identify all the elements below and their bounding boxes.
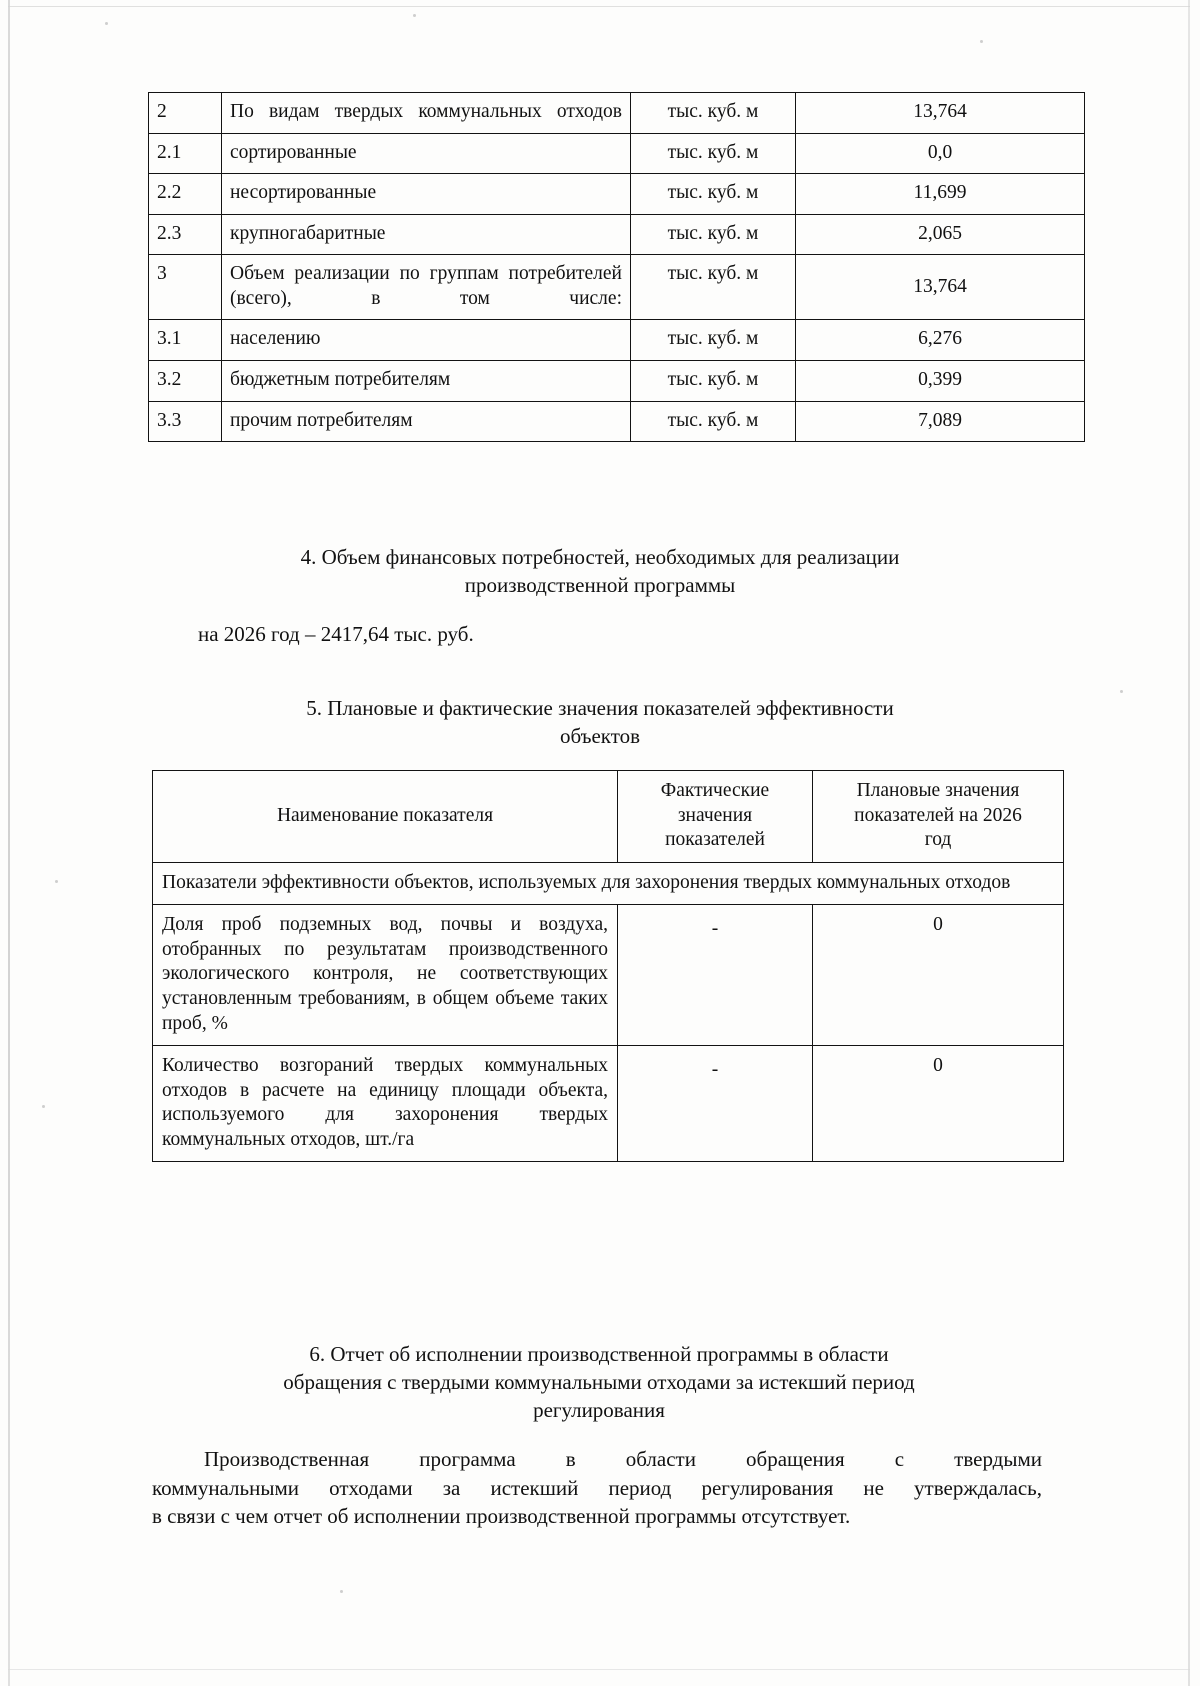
indicator-fact-value: - <box>618 905 813 1046</box>
scan-edge-right <box>1188 0 1190 1686</box>
section-6-paragraph-line-2: коммунальными отходами за истекший период регулирования не утверждалась, <box>152 1475 1042 1500</box>
section-4-heading <box>190 543 1010 599</box>
section-6-paragraph-line-3: в связи с чем отчет об исполнении производственной программы отсутствует. <box>152 1504 851 1529</box>
row-name: сортированные <box>222 133 631 174</box>
table-row <box>149 93 1085 134</box>
row-number: 3 <box>149 255 222 320</box>
table-row <box>149 133 1085 174</box>
scan-speck <box>340 1590 343 1593</box>
section-4-heading-line-1: 4. Объем финансовых потребностей, необходимых для реализации <box>300 545 900 569</box>
row-value: 0,399 <box>796 360 1085 401</box>
table-row <box>149 401 1085 442</box>
row-number: 2 <box>149 93 222 134</box>
scan-speck <box>55 880 58 883</box>
table-row <box>149 255 1085 320</box>
table-row <box>149 174 1085 215</box>
row-number: 2.1 <box>149 133 222 174</box>
section-6-paragraph <box>152 1445 1042 1531</box>
table-row <box>149 320 1085 361</box>
column-header-indicator-name: Наименование показателя <box>153 771 618 863</box>
row-number: 2.2 <box>149 174 222 215</box>
row-unit: тыс. куб. м <box>631 320 796 361</box>
section-5-heading-line-1: 5. Плановые и фактические значения показателей эффективности <box>306 696 894 720</box>
financial-need-amount: на 2026 год – 2417,64 тыс. руб. <box>198 622 474 646</box>
section-5-heading-line-2: объектов <box>559 724 641 749</box>
scan-edge-bottom <box>8 1669 1190 1670</box>
table-row <box>149 360 1085 401</box>
section-5-heading <box>190 694 1010 750</box>
row-value: 13,764 <box>796 255 1085 320</box>
row-number: 3.3 <box>149 401 222 442</box>
table-row <box>153 1046 1064 1162</box>
section-4-heading-line-2: производственной программы <box>464 573 736 598</box>
row-unit: тыс. куб. м <box>631 174 796 215</box>
section-6-heading-line-1: 6. Отчет об исполнении производственной программы в области <box>309 1342 889 1366</box>
column-header-plan-line-2: показателей на 2026 <box>854 804 1022 826</box>
column-header-fact-line-3: показателей <box>665 829 765 851</box>
row-name: крупногабаритные <box>222 214 631 255</box>
volumes-table <box>148 92 1085 442</box>
table-row <box>149 214 1085 255</box>
section-6-paragraph-line-1: Производственная программа в области обращения с твердыми <box>204 1447 1042 1471</box>
row-name: бюджетным потребителям <box>222 360 631 401</box>
row-value: 2,065 <box>796 214 1085 255</box>
scan-edge-left <box>8 0 10 1686</box>
row-name: Объем реализации по группам потребителей (всего), в том числе: <box>222 255 631 320</box>
row-value: 6,276 <box>796 320 1085 361</box>
indicator-name: Количество возгораний твердых коммунальных отходов в расчете на единицу площади объекта, используемого для захоронения твердых коммунальных отходов, шт./га <box>153 1046 618 1162</box>
column-header-plan-line-1: Плановые значения <box>856 780 1020 801</box>
row-value: 0,0 <box>796 133 1085 174</box>
row-name: несортированные <box>222 174 631 215</box>
scan-edge-top <box>8 6 1190 7</box>
table-row <box>153 905 1064 1046</box>
indicator-name: Доля проб подземных вод, почвы и воздуха, отобранных по результатам производственного экологического контроля, не соответствующих установленным требованиям, в общем объеме таких проб, % <box>153 905 618 1046</box>
column-header-plan-line-3: год <box>924 829 952 851</box>
row-number: 3.1 <box>149 320 222 361</box>
table-header-row <box>153 771 1064 863</box>
row-value: 7,089 <box>796 401 1085 442</box>
row-name: По видам твердых коммунальных отходов <box>222 93 631 134</box>
row-value: 13,764 <box>796 93 1085 134</box>
scan-speck <box>42 1105 45 1108</box>
row-number: 3.2 <box>149 360 222 401</box>
column-header-fact-line-2: значения <box>677 804 753 826</box>
table-section-row <box>153 862 1064 905</box>
scan-speck <box>1120 690 1123 693</box>
scan-speck <box>413 14 416 17</box>
row-name: прочим потребителям <box>222 401 631 442</box>
column-header-fact-line-1: Фактические <box>660 780 770 801</box>
indicators-section-label: Показатели эффективности объектов, используемых для захоронения твердых коммунальных отходов <box>153 862 1064 905</box>
indicator-plan-value: 0 <box>813 1046 1064 1162</box>
scan-speck <box>980 40 983 43</box>
section-6-heading-line-2: обращения с твердыми коммунальными отходами за истекший период <box>283 1370 915 1395</box>
row-unit: тыс. куб. м <box>631 214 796 255</box>
row-value: 11,699 <box>796 174 1085 215</box>
row-unit: тыс. куб. м <box>631 401 796 442</box>
row-name: населению <box>222 320 631 361</box>
column-header-plan-values <box>813 771 1064 863</box>
section-6-heading-line-3: регулирования <box>533 1398 665 1423</box>
indicator-plan-value: 0 <box>813 905 1064 1046</box>
indicators-table <box>152 770 1064 1162</box>
row-number: 2.3 <box>149 214 222 255</box>
indicator-fact-value: - <box>618 1046 813 1162</box>
row-unit: тыс. куб. м <box>631 133 796 174</box>
row-unit: тыс. куб. м <box>631 93 796 134</box>
row-unit: тыс. куб. м <box>631 360 796 401</box>
column-header-fact-values <box>618 771 813 863</box>
scan-speck <box>105 22 108 25</box>
row-unit: тыс. куб. м <box>631 255 796 320</box>
section-6-heading <box>176 1340 1022 1424</box>
